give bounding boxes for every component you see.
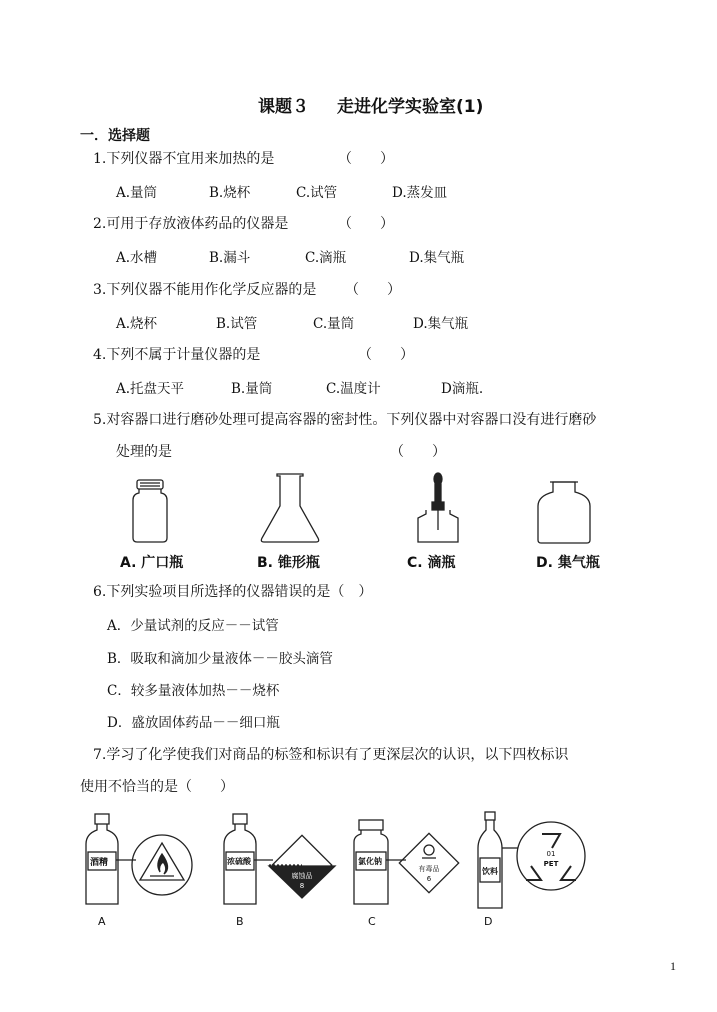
q2-option-a: A.水槽 xyxy=(116,250,158,266)
q2-option-c: C.滴瓶 xyxy=(305,250,347,266)
question-3-stem: 3.下列仪器不能用作化学反应器的是 xyxy=(93,282,317,298)
q3-option-c: C.量筒 xyxy=(313,316,355,332)
bottle-label-a: 酒精 xyxy=(90,858,109,868)
question-7-stem-continued: 使用不恰当的是（ ） xyxy=(80,779,234,795)
q1-option-d: D.蒸发皿 xyxy=(392,185,448,201)
question-3-answer-paren: （ ） xyxy=(345,282,401,298)
q6-option-b: B．吸取和滴加少量液体－－胶头滴管 xyxy=(107,651,333,667)
q5-glassware-figure xyxy=(100,466,640,576)
caption-d: D. 集气瓶 xyxy=(536,555,600,571)
page-title: 课题３ 走进化学实验室(1) xyxy=(258,97,484,117)
caption-b: B. 锥形瓶 xyxy=(257,555,320,571)
question-2-stem: 2.可用于存放液体药品的仪器是 xyxy=(93,216,289,232)
q3-option-b: B.试管 xyxy=(216,316,258,332)
bottle-label-c: 氯化钠 xyxy=(358,857,382,866)
dropper-bottle-icon xyxy=(418,473,458,542)
q6-option-d: D．盛放固体药品－－细口瓶 xyxy=(107,715,280,731)
question-1-stem: 1.下列仪器不宜用来加热的是 xyxy=(93,151,275,167)
label-letter-b: B xyxy=(236,915,244,928)
q2-option-d: D.集气瓶 xyxy=(409,250,465,266)
corrosive-sign-class: 8 xyxy=(299,882,305,890)
caption-a: A. 广口瓶 xyxy=(120,555,184,571)
q6-option-a: A．少量试剂的反应－－试管 xyxy=(107,618,279,634)
question-4-answer-paren: （ ） xyxy=(358,347,414,363)
caption-c: C. 滴瓶 xyxy=(407,555,456,571)
q1-option-c: C.试管 xyxy=(296,185,338,201)
question-5-stem: 5.对容器口进行磨砂处理可提高容器的密封性。下列仪器中对容器口没有进行磨砂 xyxy=(93,412,597,428)
section-heading: 一．选择题 xyxy=(80,128,150,144)
question-1-answer-paren: （ ） xyxy=(338,151,394,167)
q4-option-c: C.温度计 xyxy=(326,381,381,397)
corrosive-sign-text: 腐蚀品 xyxy=(291,872,313,880)
q1-option-a: A.量筒 xyxy=(116,185,158,201)
label-letter-d: D xyxy=(484,915,493,928)
label-letter-c: C xyxy=(368,915,376,928)
question-5-stem-continued: 处理的是 xyxy=(116,444,172,460)
q3-option-a: A.烧杯 xyxy=(116,316,158,332)
q3-option-d: D.集气瓶 xyxy=(413,316,469,332)
q6-option-c: C．较多量液体加热－－烧杯 xyxy=(107,683,280,699)
recycle-code: 01 xyxy=(546,850,556,858)
bottle-label-b: 浓硫酸 xyxy=(227,857,251,866)
gas-jar-icon xyxy=(538,482,590,543)
toxic-sign-icon xyxy=(399,833,458,892)
q4-option-a: A.托盘天平 xyxy=(116,381,185,397)
q4-option-d: D滴瓶. xyxy=(441,381,484,397)
toxic-sign-class: 6 xyxy=(426,875,432,883)
q4-option-b: B.量筒 xyxy=(231,381,273,397)
question-7-stem: 7.学习了化学使我们对商品的标签和标识有了更深层次的认识，以下四枚标识 xyxy=(93,747,569,763)
question-5-answer-paren: （ ） xyxy=(390,444,446,460)
conical-flask-icon xyxy=(261,474,318,542)
q7-label-figure xyxy=(76,808,616,932)
toxic-sign-text: 有毒品 xyxy=(418,865,440,873)
question-4-stem: 4.下列不属于计量仪器的是 xyxy=(93,347,261,363)
page-number: 1 xyxy=(670,959,676,973)
wide-mouth-bottle-icon xyxy=(133,480,167,542)
recycle-material: PET xyxy=(543,860,559,868)
bottle-label-d: 饮料 xyxy=(482,867,498,876)
q1-option-b: B.烧杯 xyxy=(209,185,251,201)
label-letter-a: A xyxy=(98,915,106,928)
question-6-stem: 6.下列实验项目所选择的仪器错误的是（ ） xyxy=(93,584,373,600)
question-2-answer-paren: （ ） xyxy=(338,216,394,232)
q2-option-b: B.漏斗 xyxy=(209,250,251,266)
